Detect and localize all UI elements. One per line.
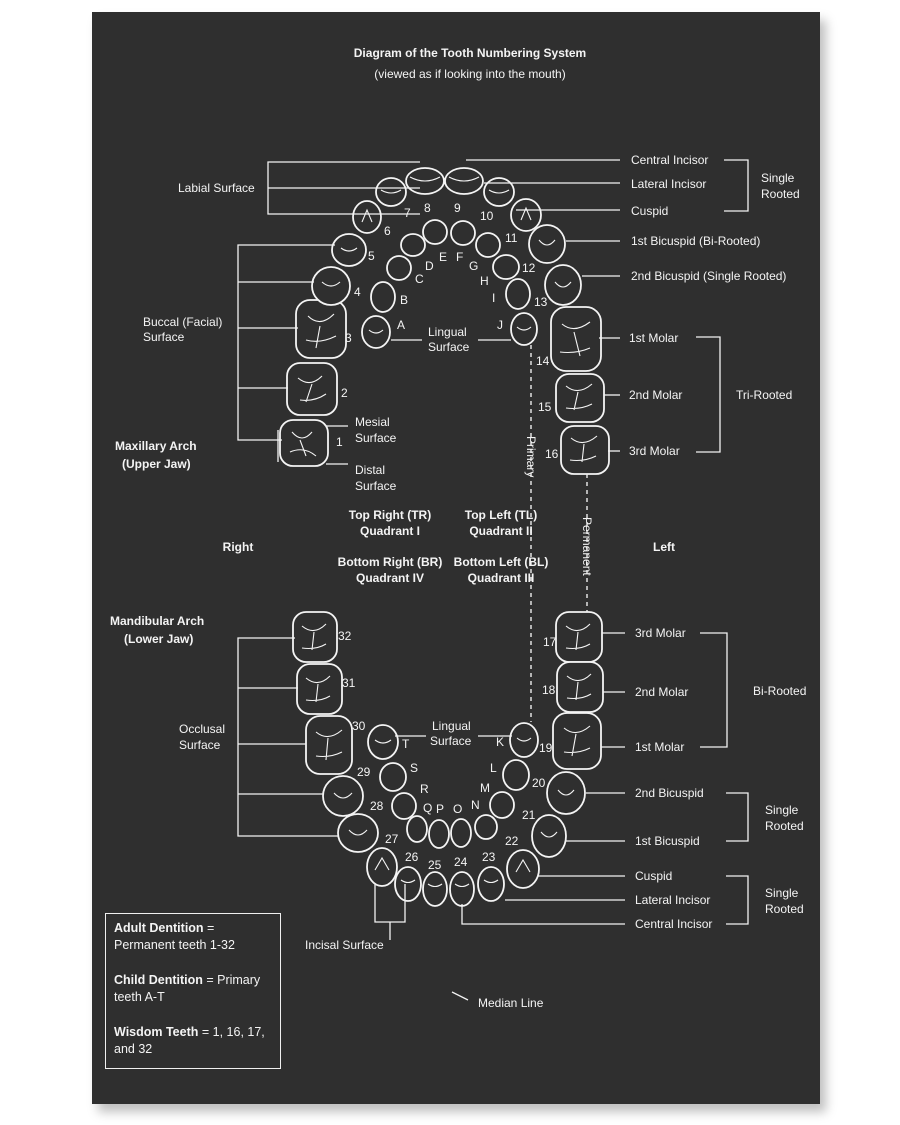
letter-label: J [497,318,503,332]
upper-single-rooted-label-2: Rooted [761,187,800,201]
tooth-27 [367,848,397,886]
letter-label: N [471,798,480,812]
number-label: 11 [505,231,518,245]
mandibular-arch-label-2: (Lower Jaw) [124,632,194,646]
tooth-5 [332,234,366,266]
upper-central-incisor-label: Central Incisor [631,153,709,167]
upper-1st-molar-label: 1st Molar [629,331,679,345]
tooth-21 [532,815,566,857]
legend-wisdom-text: = 1, 16, 17, and 32 [114,1025,265,1056]
tooth-A [362,316,390,348]
tooth-32 [293,612,337,662]
number-label: 28 [370,799,384,813]
tooth-24 [450,872,474,906]
quadrant-bl-label-2: Quadrant III [467,571,535,585]
number-label: 17 [543,635,557,649]
tooth-31 [297,664,342,714]
lower-1st-bicuspid-label: 1st Bicuspid [635,834,700,848]
tooth-R [392,793,416,819]
number-label: 14 [536,354,550,368]
quadrant-tl-label: Top Left (TL) [464,508,538,522]
tooth-20 [547,772,585,814]
number-label: 16 [545,447,559,461]
title: Diagram of the Tooth Numbering System [353,46,587,60]
quadrant-br-label-2: Quadrant IV [355,571,425,585]
tooth-G [476,233,500,257]
buccal-surface-label: Buccal (Facial) [143,315,223,329]
lower-3rd-molar-label: 3rd Molar [635,626,686,640]
legend-adult [114,920,272,954]
number-label: 25 [428,858,442,872]
number-label: 15 [538,400,552,414]
lower-2nd-bicuspid-label: 2nd Bicuspid [635,786,704,800]
number-label: 20 [532,776,546,790]
lingual-upper-label: Lingual [428,325,467,339]
occlusal-surface-label: Occlusal [179,722,226,736]
buccal-surface-label-2: Surface [143,330,185,344]
legend-adult-text: = Permanent teeth 1-32 [114,921,235,952]
lower-single-rooted-label-2: Rooted [765,819,804,833]
number-label: 6 [384,224,391,238]
legend-child-text: = Primary teeth A-T [114,973,261,1004]
incisal-surface-label: Incisal Surface [305,938,384,952]
tooth-17 [556,612,602,662]
tooth-1 [280,420,328,466]
lingual-upper-label-2: Surface [428,340,470,354]
bi-rooted-label: Bi-Rooted [753,684,807,698]
letter-label: D [425,259,434,273]
legend-child-title: Child Dentition [114,973,203,987]
tooth-28 [338,814,378,852]
quadrant-tr-label-2: Quadrant I [359,524,421,538]
number-label: 21 [522,808,536,822]
tooth-E [423,220,447,244]
letter-label: L [490,761,497,775]
number-label: 22 [505,834,519,848]
letter-label: S [410,761,419,775]
tooth-30 [306,716,352,774]
legend-wisdom [114,1024,272,1058]
tooth-10 [484,178,514,206]
letter-label: E [439,250,448,264]
tooth-16 [561,426,609,474]
lower-single-rooted-label-b-2: Rooted [765,902,804,916]
number-label: 12 [522,261,536,275]
maxillary-arch-label: Maxillary Arch [115,439,197,453]
tooth-25 [423,872,447,906]
permanent-line-label: Permanent [580,517,594,576]
upper-2nd-molar-label: 2nd Molar [629,388,683,402]
number-label: 2 [341,386,348,400]
letter-label: H [480,274,489,288]
tooth-J [511,313,537,345]
occlusal-surface-label-2: Surface [179,738,221,752]
tooth-23 [478,867,504,901]
lower-single-rooted-label: Single [765,803,799,817]
number-label: 29 [357,765,371,779]
tooth-L [503,760,529,790]
number-label: 8 [424,201,431,215]
number-label: 3 [345,331,352,345]
letter-label: T [402,737,410,751]
legend-box [105,913,281,1069]
number-label: 19 [539,741,553,755]
tooth-K [510,723,538,757]
letter-label: R [420,782,429,796]
number-label: 24 [454,855,468,869]
tooth-15 [556,374,604,422]
quadrant-tl-label-2: Quadrant II [469,524,533,538]
median-line-label: Median Line [478,996,544,1010]
tooth-F [451,221,475,245]
upper-single-rooted-label: Single [761,171,795,185]
legend-wisdom-title: Wisdom Teeth [114,1025,199,1039]
tri-rooted-label: Tri-Rooted [736,388,793,402]
number-label: 5 [368,249,375,263]
distal-surface-label: Distal [355,463,386,477]
number-label: 7 [404,206,411,220]
lower-2nd-molar-label: 2nd Molar [635,685,689,699]
letter-label: B [400,293,409,307]
left-side-label: Left [653,540,675,554]
quadrant-bl-label: Bottom Left (BL) [453,555,549,569]
maxillary-arch-label-2: (Upper Jaw) [122,457,191,471]
lower-permanent-teeth [293,612,603,906]
number-label: 9 [454,201,461,215]
tooth-O [451,819,471,847]
upper-lateral-incisor-label: Lateral Incisor [631,177,707,191]
letter-label: O [453,802,463,816]
tooth-M [490,792,514,818]
number-label: 1 [336,435,343,449]
lower-1st-molar-label: 1st Molar [635,740,685,754]
tooth-3 [296,300,346,358]
lingual-lower-label-2: Surface [430,734,472,748]
lower-single-rooted-label-b: Single [765,886,799,900]
tooth-T [368,725,398,759]
number-label: 30 [352,719,366,733]
tooth-P [429,820,449,848]
mesial-surface-label-2: Surface [355,431,397,445]
number-label: 13 [534,295,548,309]
right-side-label: Right [222,540,254,554]
quadrant-br-label: Bottom Right (BR) [337,555,443,569]
letter-label: M [480,781,490,795]
distal-surface-label-2: Surface [355,479,397,493]
upper-3rd-molar-label: 3rd Molar [629,444,680,458]
lower-cuspid-label: Cuspid [635,869,673,883]
number-label: 4 [354,285,361,299]
letter-label: Q [423,801,433,815]
tooth-19 [553,713,601,769]
lower-central-incisor-label: Central Incisor [635,917,713,931]
number-label: 27 [385,832,399,846]
letter-label: A [397,318,406,332]
letter-label: G [469,259,479,273]
subtitle: (viewed as if looking into the mouth) [374,67,566,81]
letter-label: I [492,291,496,305]
tooth-26 [395,867,421,901]
quadrant-tr-label: Top Right (TR) [348,508,432,522]
lingual-lower-label: Lingual [432,719,471,733]
lower-lateral-incisor-label: Lateral Incisor [635,893,711,907]
mandibular-arch-label: Mandibular Arch [110,614,205,628]
tooth-I [506,279,530,309]
tooth-7 [376,178,406,206]
letter-label: F [456,250,464,264]
mesial-surface-label: Mesial [355,415,390,429]
legend-adult-title: Adult Dentition [114,921,204,935]
tooth-B [371,282,395,312]
letter-label: C [415,272,424,286]
tooth-18 [557,662,603,712]
letter-label: P [436,802,445,816]
legend-child [114,972,272,1006]
tooth-Q [407,816,427,842]
tooth-D [401,234,425,256]
primary-line-label: Primary [524,436,538,478]
tooth-6 [353,201,381,233]
number-label: 10 [480,209,494,223]
tooth-12 [529,225,565,263]
number-label: 26 [405,850,419,864]
tooth-N [475,815,497,839]
upper-1st-bicuspid-label: 1st Bicuspid (Bi-Rooted) [631,234,761,248]
letter-label: K [496,735,505,749]
tooth-2 [287,363,337,415]
labial-surface-label: Labial Surface [178,181,255,195]
upper-2nd-bicuspid-label: 2nd Bicuspid (Single Rooted) [631,269,787,283]
tooth-29 [323,776,363,816]
number-label: 18 [542,683,556,697]
tooth-H [493,255,519,279]
upper-cuspid-label: Cuspid [631,204,669,218]
number-label: 32 [338,629,352,643]
number-label: 31 [342,676,356,690]
number-label: 23 [482,850,496,864]
tooth-11 [511,199,541,231]
tooth-C [387,256,411,280]
tooth-13 [545,265,581,305]
tooth-S [380,763,406,791]
tooth-22 [507,850,539,888]
